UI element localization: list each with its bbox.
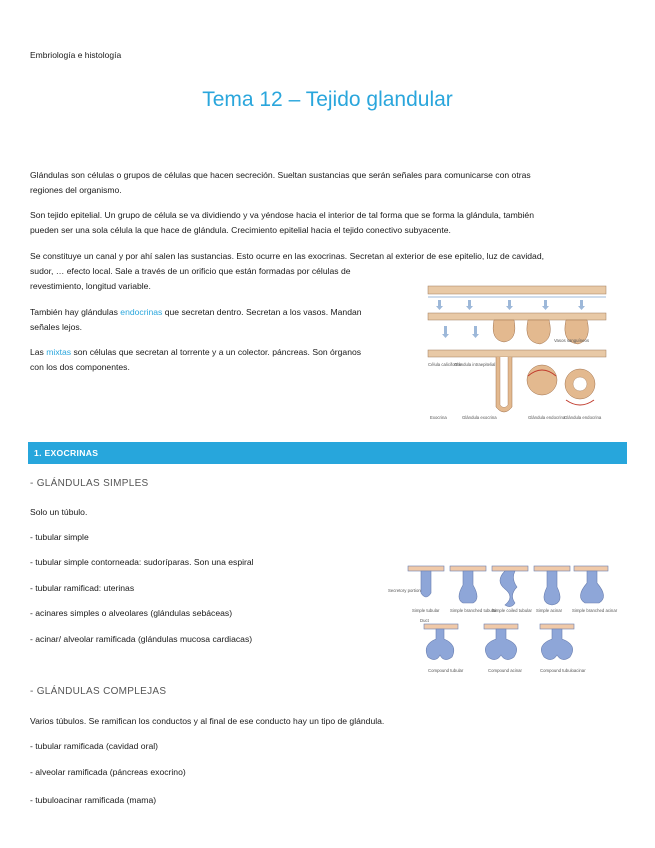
label-compound-tubuloacinar: Compound tubuloacinar xyxy=(540,668,586,673)
simples-item: - acinares simples o alveolares (glándulas sebáceas) xyxy=(30,608,233,618)
document-header: Embriología e histología xyxy=(30,50,122,60)
page-title: Tema 12 – Tejido glandular xyxy=(202,88,453,111)
text-line: con los dos componentes. xyxy=(30,362,130,372)
text-line: sudor, … efecto local. Sale a través de un orificio que están formadas por células de xyxy=(30,266,351,276)
label-vasos: Vasos sanguíneos xyxy=(554,338,590,343)
intro-paragraph-1 xyxy=(30,168,531,198)
label-gl-exocrina: Glándula exocrina xyxy=(462,415,497,420)
label-secretory: Secretory portion xyxy=(388,588,421,593)
gland-types-row xyxy=(496,357,595,412)
subheading-complejas: - GLÁNDULAS COMPLEJAS xyxy=(30,686,167,697)
label-intraepitelial: Glándula intraepitelial xyxy=(454,362,496,367)
label-exocrina: Exocrina xyxy=(430,415,447,420)
text-run: que secretan dentro. Secretan a los vasos. Mandan xyxy=(162,307,362,317)
label-compound-tubular: Compound tubular xyxy=(428,668,464,673)
text-run: son células que secretan al torrente y a un colector. páncreas. Son órganos xyxy=(71,347,362,357)
text-run: También hay glándulas xyxy=(30,307,121,317)
simples-item: - acinar/ alveolar ramificada (glándulas mucosa cardiacas) xyxy=(30,634,253,644)
text-line: pueden ser una sola célula la que hace de glándula. Crecimiento epitelial hacia el tejido conectivo subyacente. xyxy=(30,225,451,235)
label-gl-endocrina-2: Glándula endocrina xyxy=(564,415,602,420)
intro-paragraph-4 xyxy=(30,305,362,335)
gland-formation-figure xyxy=(424,280,610,430)
section-header-exocrinas: 1. EXOCRINAS xyxy=(28,442,627,464)
label-simple-tubular: Simple tubular xyxy=(412,608,440,613)
label-gl-endocrina-1: Glándula endocrina xyxy=(528,415,566,420)
complejas-item: - tubular ramificada (cavidad oral) xyxy=(30,741,159,751)
label-simple-acinar: Simple acinar xyxy=(536,608,563,613)
compound-glands xyxy=(424,624,574,660)
simples-item: - tubular ramificad: uterinas xyxy=(30,583,135,593)
text-line: regiones del organismo. xyxy=(30,185,122,195)
complejas-item: - alveolar ramificada (páncreas exocrino) xyxy=(30,767,186,777)
label-caliciforme: Célula caliciforme xyxy=(428,362,462,367)
text-line: Son tejido epitelial. Un grupo de célula se va dividiendo y va yéndose hacia el interior de tal forma que se forma la glándula, también xyxy=(30,210,534,220)
intro-paragraph-2 xyxy=(30,208,534,238)
simple-glands xyxy=(408,566,608,607)
text-line: señales lejos. xyxy=(30,322,83,332)
intro-paragraph-5 xyxy=(30,345,361,375)
highlight-endocrinas: endocrinas xyxy=(120,307,163,317)
simples-item: - tubular simple contorneada: sudoríparas. Son una espiral xyxy=(30,557,254,567)
simples-item: - tubular simple xyxy=(30,532,89,542)
highlight-mixtas: mixtas xyxy=(46,347,72,357)
complejas-item: - tubuloacinar ramificada (mama) xyxy=(30,795,157,805)
complejas-intro: Varios túbulos. Se ramifican los conductos y al final de ese conducto hay un tipo de glándula. xyxy=(30,716,385,726)
text-line: Se constituye un canal y por ahí salen las sustancias. Esto ocurre en las exocrinas. Secretan al exterior de ese epitelio, luz de cavidad, xyxy=(30,251,545,261)
label-simple-branched-tubular: Simple branched tubular xyxy=(450,608,497,613)
label-simple-coiled-tubular: Simple coiled tubular xyxy=(492,608,532,613)
text-line xyxy=(30,345,361,360)
label-compound-acinar: Compound acinar xyxy=(488,668,522,673)
text-run: Las xyxy=(30,347,47,357)
subheading-simples: - GLÁNDULAS SIMPLES xyxy=(30,478,149,489)
label-duct: Duct xyxy=(420,618,429,623)
label-simple-branched-acinar: Simple branched acinar xyxy=(572,608,618,613)
gland-types-figure xyxy=(388,562,618,682)
simples-intro: Solo un túbulo. xyxy=(30,507,88,517)
text-line xyxy=(30,305,362,320)
text-line: Glándulas son células o grupos de células que hacen secreción. Sueltan sustancias que serán señales para comunicarse con otras xyxy=(30,170,531,180)
text-line: revestimiento, longitud variable. xyxy=(30,281,151,291)
